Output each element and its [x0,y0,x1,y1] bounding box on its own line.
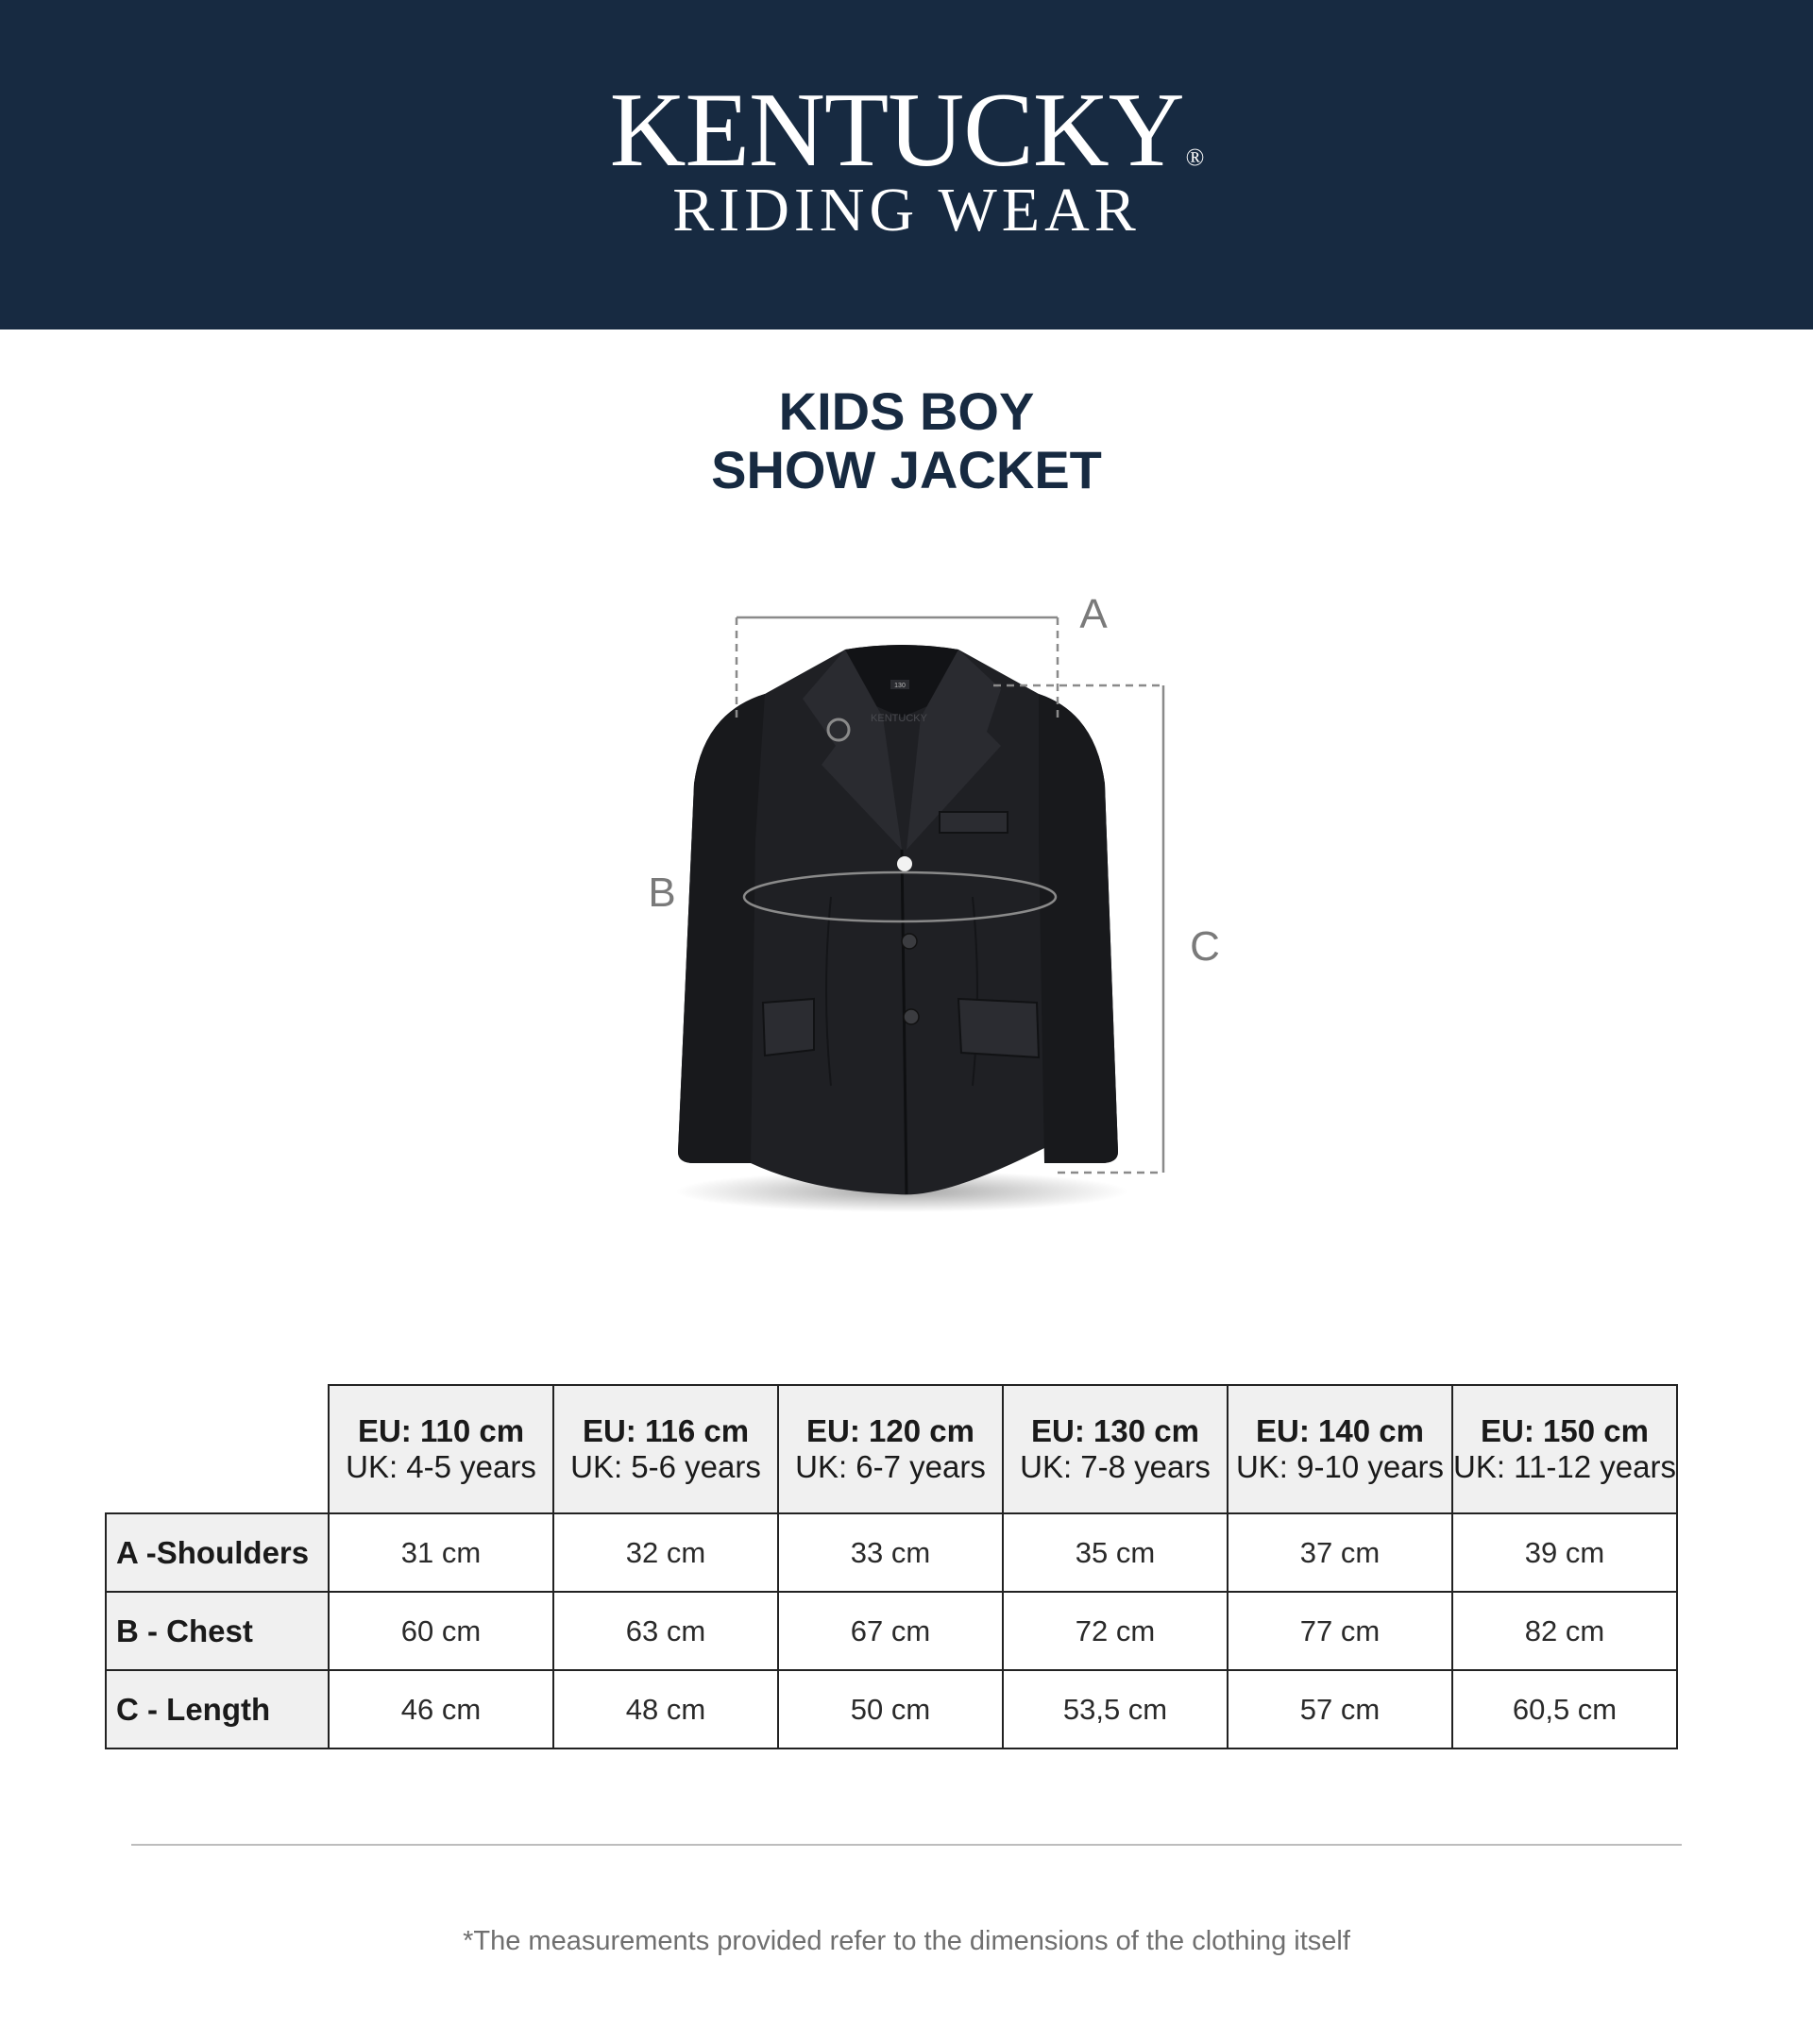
label-a: A [1079,591,1108,637]
table-cell: 72 cm [1003,1592,1228,1670]
table-cell: 46 cm [329,1670,553,1748]
size-column-header: EU: 116 cm UK: 5-6 years [553,1385,778,1513]
title-line-1: KIDS BOY [778,381,1035,441]
size-column-header: EU: 150 cm UK: 11-12 years [1452,1385,1677,1513]
size-column-header: EU: 120 cm UK: 6-7 years [778,1385,1003,1513]
table-cell: 53,5 cm [1003,1670,1228,1748]
table-cell: 57 cm [1228,1670,1452,1748]
label-c: C [1190,923,1220,970]
size-column-header: EU: 130 cm UK: 7-8 years [1003,1385,1228,1513]
jacket-image [678,645,1118,1194]
label-b: B [648,870,676,916]
table-cell: 37 cm [1228,1513,1452,1592]
table-cell: 60 cm [329,1592,553,1670]
table-cell: 31 cm [329,1513,553,1592]
button-top [897,856,912,871]
table-row [106,1513,1677,1592]
size-column-header: EU: 110 cm UK: 4-5 years [329,1385,553,1513]
table-corner-cell [106,1385,329,1513]
table-row [106,1592,1677,1670]
table-cell: 60,5 cm [1452,1670,1677,1748]
brand-name: KENTUCKY [609,72,1184,189]
table-cell: 82 cm [1452,1592,1677,1670]
size-header-row [106,1385,1677,1513]
table-row [106,1670,1677,1748]
table-cell: 35 cm [1003,1513,1228,1592]
row-header: C - Length [106,1670,329,1748]
registered-mark: ® [1185,144,1204,171]
size-column-header: EU: 140 cm UK: 9-10 years [1228,1385,1452,1513]
row-header: B - Chest [106,1592,329,1670]
collar-tag-text: 130 [894,683,906,689]
measurement-footnote: *The measurements provided refer to the dimensions of the clothing itself [463,1926,1350,1956]
table-cell: 63 cm [553,1592,778,1670]
divider [131,1844,1682,1846]
table-cell: 77 cm [1228,1592,1452,1670]
table-cell: 67 cm [778,1592,1003,1670]
lining-brand-text: KENTUCKY [871,713,927,724]
table-cell: 32 cm [553,1513,778,1592]
table-cell: 33 cm [778,1513,1003,1592]
brand-tagline: RIDING WEAR [672,176,1141,245]
title-line-2: SHOW JACKET [711,440,1102,499]
size-chart-table [105,1384,1678,1749]
table-cell: 48 cm [553,1670,778,1748]
table-cell: 39 cm [1452,1513,1677,1592]
row-header: A -Shoulders [106,1513,329,1592]
table-cell: 50 cm [778,1670,1003,1748]
